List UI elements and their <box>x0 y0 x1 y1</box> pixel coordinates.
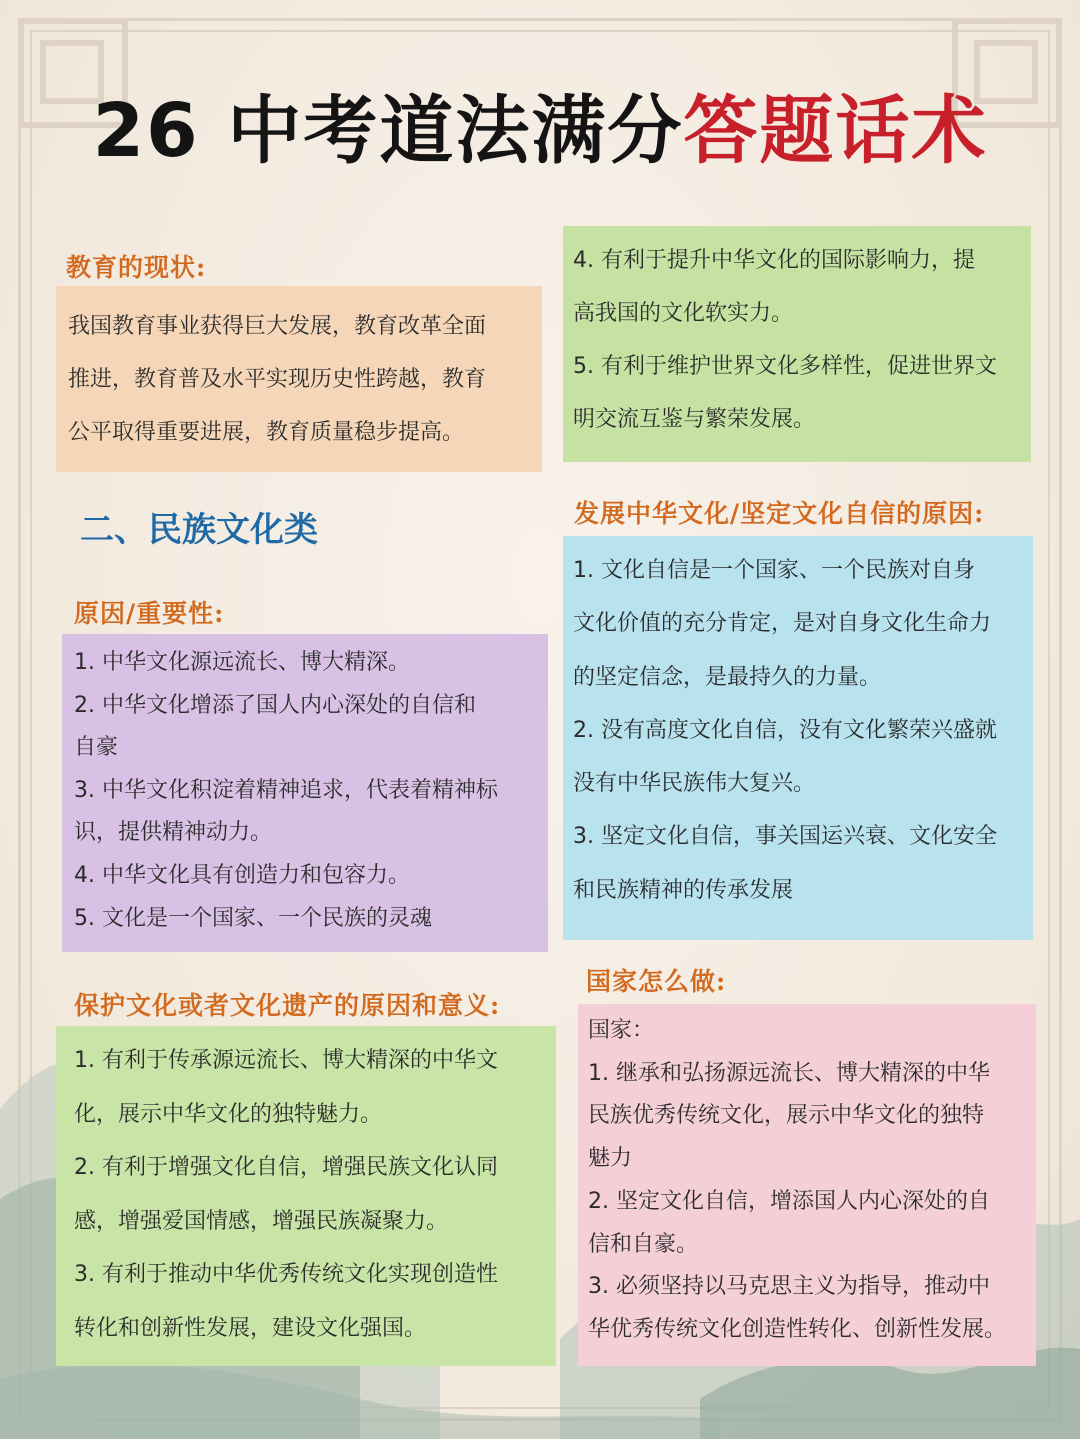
government-line: 华优秀传统文化创造性转化、创新性发展。 <box>588 1316 1007 1342</box>
develop-line: 文化价值的充分肯定，是对自身文化生命力 <box>573 611 992 637</box>
develop-label: 发展中华文化/坚定文化自信的原因: <box>574 499 985 528</box>
importance-line: 3. 中华文化积淀着精神追求，代表着精神标 <box>74 777 498 803</box>
protect-continued-box <box>563 226 1031 462</box>
government-line: 魅力 <box>588 1146 633 1172</box>
title-main: 26 中考道法满分 <box>92 88 684 174</box>
page-title <box>0 86 1080 176</box>
develop-line: 1. 文化自信是一个国家、一个民族对自身 <box>573 558 975 583</box>
title-highlight: 答题话术 <box>683 88 988 174</box>
develop-line: 和民族精神的传承发展 <box>573 877 794 903</box>
government-line: 3. 必须坚持以马克思主义为指导，推动中 <box>588 1274 990 1300</box>
importance-line: 1. 中华文化源远流长、博大精深。 <box>74 650 410 675</box>
education-line: 我国教育事业获得巨大发展，教育改革全面 <box>68 314 487 339</box>
education-label: 教育的现状: <box>66 253 207 282</box>
government-box <box>578 1004 1036 1366</box>
protect-label: 保护文化或者文化遗产的原因和意义: <box>74 991 501 1020</box>
importance-line: 2. 中华文化增添了国人内心深处的自信和 <box>74 692 476 718</box>
protect-line: 化，展示中华文化的独特魅力。 <box>74 1101 383 1127</box>
protect-continued-line: 5. 有利于维护世界文化多样性，促进世界文 <box>573 354 997 379</box>
importance-line: 5. 文化是一个国家、一个民族的灵魂 <box>74 905 432 931</box>
protect-box <box>56 1026 556 1366</box>
importance-line: 自豪 <box>74 735 119 761</box>
education-box <box>56 286 542 472</box>
government-label: 国家怎么做: <box>586 967 727 996</box>
protect-line: 1. 有利于传承源远流长、博大精深的中华文 <box>74 1048 498 1073</box>
government-line: 信和自豪。 <box>588 1231 699 1257</box>
protect-line: 2. 有利于增强文化自信，增强民族文化认同 <box>74 1155 498 1180</box>
protect-continued-line: 明交流互鉴与繁荣发展。 <box>573 407 816 432</box>
develop-box <box>563 536 1033 940</box>
develop-line: 的坚定信念，是最持久的力量。 <box>573 664 882 690</box>
develop-line: 没有中华民族伟大复兴。 <box>573 771 816 797</box>
education-line: 公平取得重要进展，教育质量稳步提高。 <box>68 420 465 445</box>
protect-line: 转化和创新性发展，建设文化强国。 <box>74 1315 427 1341</box>
protect-line: 3. 有利于推动中华优秀传统文化实现创造性 <box>74 1262 498 1287</box>
develop-line: 2. 没有高度文化自信，没有文化繁荣兴盛就 <box>573 717 997 743</box>
government-line: 国家： <box>588 1018 655 1043</box>
importance-line: 识，提供精神动力。 <box>74 820 273 846</box>
government-line: 2. 坚定文化自信，增添国人内心深处的自 <box>588 1188 990 1214</box>
importance-box <box>62 634 548 952</box>
develop-line: 3. 坚定文化自信，事关国运兴衰、文化安全 <box>573 824 997 850</box>
importance-line: 4. 中华文化具有创造力和包容力。 <box>74 862 410 888</box>
education-line: 推进，教育普及水平实现历史性跨越，教育 <box>68 367 487 392</box>
protect-line: 感，增强爱国情感，增强民族凝聚力。 <box>74 1208 449 1234</box>
protect-continued-line: 高我国的文化软实力。 <box>573 301 794 326</box>
government-line: 1. 继承和弘扬源远流长、博大精深的中华 <box>588 1060 990 1086</box>
protect-continued-line: 4. 有利于提升中华文化的国际影响力，提 <box>573 248 975 273</box>
section-heading-culture: 二、民族文化类 <box>80 510 318 550</box>
government-line: 民族优秀传统文化，展示中华文化的独特 <box>588 1103 985 1129</box>
importance-label: 原因/重要性: <box>74 599 225 628</box>
